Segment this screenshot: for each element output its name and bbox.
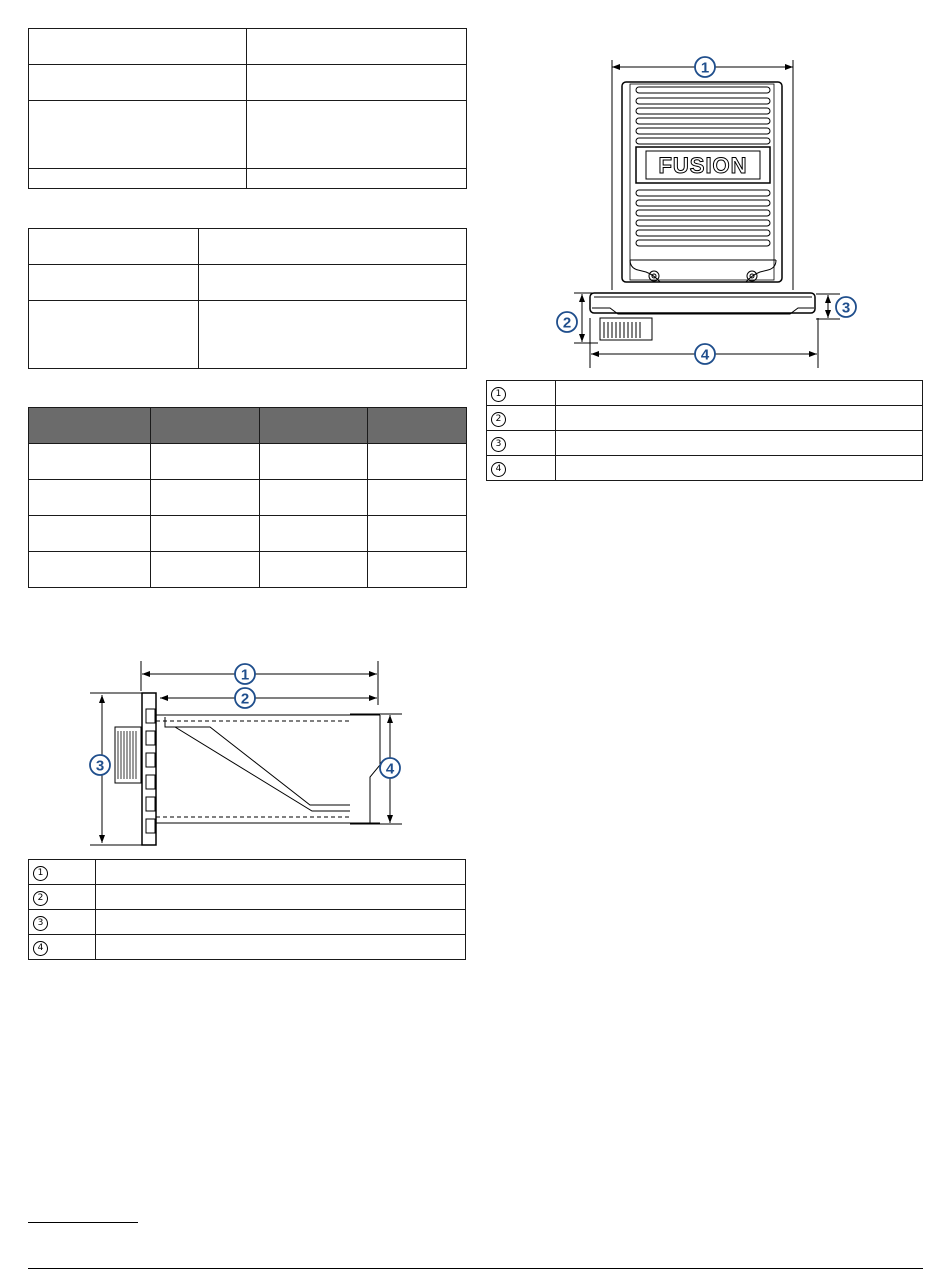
callout-3 — [90, 755, 110, 775]
callout-1 — [235, 664, 255, 684]
table-cell — [368, 516, 467, 552]
svg-text:3: 3 — [841, 299, 851, 317]
legend-description — [556, 431, 923, 456]
side-view-dimension-drawing — [80, 655, 420, 850]
table-cell — [368, 552, 467, 588]
legend-row — [487, 456, 923, 481]
legend-description — [96, 885, 466, 910]
table-cell — [29, 101, 247, 169]
table-cell — [247, 101, 467, 169]
legend-description — [556, 381, 923, 406]
svg-text:2: 2 — [240, 690, 250, 708]
marker-1-icon: 1 — [491, 387, 506, 402]
callout-1 — [695, 57, 715, 77]
marker-3-icon: 3 — [491, 437, 506, 452]
table-cell — [151, 516, 260, 552]
table-cell — [247, 65, 467, 101]
table-cell — [247, 29, 467, 65]
table-cell — [151, 552, 260, 588]
table-row — [29, 65, 467, 101]
front-view-dimension-drawing — [550, 50, 870, 370]
table-row — [29, 552, 467, 588]
legend-row — [487, 381, 923, 406]
table-row — [29, 444, 467, 480]
table-row — [29, 265, 467, 301]
svg-text:4: 4 — [385, 760, 395, 778]
table-header-cell — [151, 408, 260, 444]
table-cell — [199, 301, 467, 369]
table-cell — [29, 516, 151, 552]
fusion-logo: FUSION — [658, 153, 748, 178]
marker-4-icon: 4 — [491, 462, 506, 477]
table-cell — [29, 480, 151, 516]
table-cell — [260, 444, 368, 480]
svg-text:1: 1 — [700, 59, 710, 77]
table-cell — [29, 169, 247, 189]
legend-description — [96, 935, 466, 960]
table-row — [29, 516, 467, 552]
table-cell — [368, 480, 467, 516]
table-cell — [199, 229, 467, 265]
legend-row — [29, 910, 466, 935]
callout-2 — [557, 312, 577, 332]
spec-table-a — [28, 28, 467, 189]
marker-1-icon: 1 — [33, 866, 48, 881]
legend-row — [29, 935, 466, 960]
table-row — [29, 169, 467, 189]
legend-description — [556, 456, 923, 481]
legend-description — [556, 406, 923, 431]
marker-4-icon: 4 — [33, 941, 48, 956]
side-view-legend — [28, 859, 466, 960]
footer-rule — [28, 1268, 923, 1269]
front-view-legend — [486, 380, 923, 481]
table-cell — [29, 265, 199, 301]
table-header-row — [29, 408, 467, 444]
callout-4 — [695, 344, 715, 364]
callout-3 — [836, 297, 856, 317]
table-cell — [151, 444, 260, 480]
table-cell — [29, 229, 199, 265]
marker-2-icon: 2 — [491, 412, 506, 427]
table-cell — [29, 301, 199, 369]
table-header-cell — [260, 408, 368, 444]
table-cell — [247, 169, 467, 189]
table-cell — [29, 29, 247, 65]
table-cell — [29, 65, 247, 101]
callout-4 — [380, 758, 400, 778]
legend-row — [29, 885, 466, 910]
table-cell — [260, 480, 368, 516]
table-cell — [151, 480, 260, 516]
table-cell — [260, 516, 368, 552]
legend-description — [96, 860, 466, 885]
table-header-cell — [29, 408, 151, 444]
table-cell — [368, 444, 467, 480]
table-cell — [260, 552, 368, 588]
table-row — [29, 29, 467, 65]
table-row — [29, 101, 467, 169]
svg-text:2: 2 — [562, 314, 572, 332]
table-row — [29, 229, 467, 265]
legend-row — [487, 431, 923, 456]
legend-row — [29, 860, 466, 885]
callout-2 — [235, 688, 255, 708]
spec-table-c — [28, 407, 467, 588]
table-cell — [29, 444, 151, 480]
table-row — [29, 301, 467, 369]
svg-text:1: 1 — [240, 666, 250, 684]
footnote-rule — [28, 1222, 138, 1223]
spec-table-b — [28, 228, 467, 369]
legend-description — [96, 910, 466, 935]
svg-text:4: 4 — [700, 346, 710, 364]
svg-text:3: 3 — [95, 757, 105, 775]
marker-3-icon: 3 — [33, 916, 48, 931]
legend-row — [487, 406, 923, 431]
marker-2-icon: 2 — [33, 891, 48, 906]
table-header-cell — [368, 408, 467, 444]
table-row — [29, 480, 467, 516]
table-cell — [29, 552, 151, 588]
table-cell — [199, 265, 467, 301]
